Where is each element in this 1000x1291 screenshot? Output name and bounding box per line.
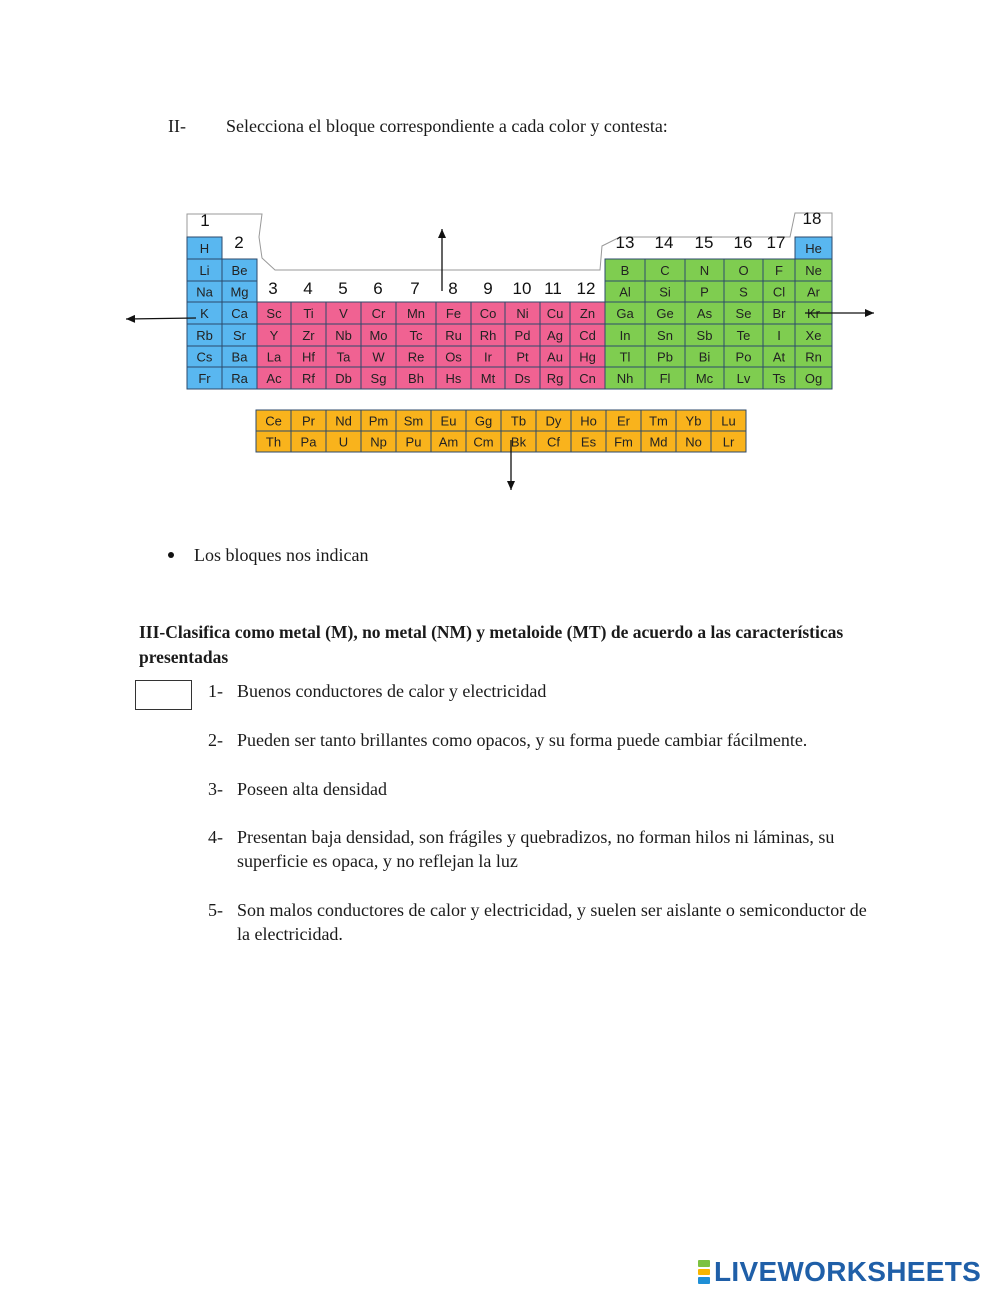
element-symbol: Cs (196, 349, 213, 365)
element-symbol: Ds (514, 371, 531, 386)
element-symbol: Cr (371, 306, 386, 321)
group-label: 18 (802, 209, 822, 228)
group-label: 7 (410, 279, 420, 298)
f-element-symbol: Sm (403, 413, 424, 429)
element-symbol: Se (735, 306, 752, 321)
element-symbol: Rg (546, 371, 564, 386)
f-element-symbol: Eu (440, 413, 457, 429)
element-symbol: Y (269, 328, 279, 343)
f-element-symbol: Th (265, 434, 282, 450)
element-symbol: I (777, 328, 781, 343)
element-symbol: Po (735, 349, 752, 365)
answer-input-box[interactable] (135, 680, 192, 710)
element-symbol: Zn (579, 306, 596, 321)
element-symbol: Ag (547, 328, 563, 343)
element-symbol: Lv (736, 371, 751, 386)
group-label: 4 (303, 279, 313, 298)
f-element-symbol: Tb (510, 413, 527, 429)
f-element-symbol: No (685, 434, 702, 450)
element-symbol: Pb (657, 349, 673, 365)
element-symbol: Cu (546, 306, 564, 321)
element-symbol: Zr (302, 328, 315, 343)
bullet-item (168, 545, 368, 566)
element-symbol: Db (335, 371, 352, 386)
group-label: 6 (373, 279, 383, 298)
element-symbol: La (266, 349, 282, 365)
element-symbol: B (620, 263, 630, 278)
f-element-symbol: Np (370, 434, 387, 450)
element-symbol: Mg (230, 284, 249, 300)
item-number: 2- (208, 730, 223, 750)
f-element-symbol: Pa (300, 434, 317, 450)
bullet-dot (168, 552, 174, 558)
element-symbol: Te (736, 328, 751, 343)
element-symbol: O (738, 263, 749, 278)
element-symbol: Au (547, 349, 563, 365)
group-label: 13 (615, 233, 635, 252)
element-symbol: Ru (445, 328, 462, 343)
element-symbol: Mt (480, 371, 496, 386)
periodic-table (0, 0, 1000, 520)
f-element-symbol: Yb (685, 413, 702, 429)
logo-mark-bar (698, 1269, 710, 1276)
element-symbol: Sb (696, 328, 713, 343)
element-symbol: Al (619, 284, 631, 300)
item-text: Poseen alta densidad (237, 779, 387, 799)
group-label: 16 (733, 233, 753, 252)
element-symbol: Na (196, 284, 213, 300)
element-symbol: Sn (657, 328, 673, 343)
element-symbol: Bh (408, 371, 424, 386)
arrow-left-line (126, 318, 196, 319)
group-label: 1 (200, 211, 210, 230)
f-element-symbol: Pr (302, 413, 315, 429)
element-symbol: P (700, 284, 709, 300)
item-number: 4- (208, 827, 223, 847)
group-label: 10 (512, 279, 532, 298)
f-element-symbol: Am (438, 434, 459, 450)
arrow-right-head (865, 309, 874, 317)
f-element-symbol: Tm (649, 413, 668, 429)
element-symbol: Ts (772, 371, 786, 386)
group-label: 2 (234, 233, 244, 252)
group-label: 5 (338, 279, 348, 298)
element-symbol: Cl (772, 284, 786, 300)
element-symbol: Kr (807, 306, 820, 321)
arrow-left-head (126, 315, 135, 323)
element-symbol: Br (772, 306, 786, 321)
f-element-symbol: Ce (265, 413, 282, 429)
element-symbol: Sg (370, 371, 387, 386)
element-symbol: Cn (579, 371, 596, 386)
group-label: 15 (694, 233, 714, 252)
f-element-symbol: Cm (473, 434, 494, 450)
liveworksheets-logo (698, 1257, 981, 1287)
group-label: 3 (268, 279, 278, 298)
element-symbol: Co (479, 306, 497, 321)
f-element-symbol: Bk (510, 434, 527, 450)
item-text: Pueden ser tanto brillantes como opacos, y su forma puede cambiar fácilmente. (237, 730, 808, 750)
element-symbol: Pd (514, 328, 531, 343)
element-symbol: Tc (409, 328, 423, 343)
bullet-text: Los bloques nos indican (194, 545, 369, 565)
element-symbol: F (775, 263, 783, 278)
f-element-symbol: Lr (722, 434, 735, 450)
f-element-symbol: Md (649, 434, 668, 450)
element-symbol: Ta (336, 349, 351, 365)
element-symbol: Hg (579, 349, 596, 365)
arrow-up-head (438, 229, 446, 238)
element-symbol: Ca (231, 306, 248, 321)
section-instruction: Selecciona el bloque correspondiente a cada color y contesta: (226, 116, 668, 136)
element-symbol: Ra (231, 371, 248, 386)
element-symbol: Ge (656, 306, 674, 321)
element-symbol: Hf (302, 349, 315, 365)
item-text: Son malos conductores de calor y electricidad, y suelen ser aislante o semiconductor de la electricidad. (237, 900, 867, 944)
element-symbol: At (772, 349, 786, 365)
element-symbol: Rh (479, 328, 497, 343)
group-label: 17 (766, 233, 786, 252)
element-symbol: Ac (266, 371, 282, 386)
element-symbol: C (660, 263, 670, 278)
group-label: 12 (576, 279, 596, 298)
element-symbol: Ne (805, 263, 822, 278)
f-element-symbol: Dy (545, 413, 562, 429)
element-symbol: Og (804, 371, 823, 386)
item-number: 5- (208, 900, 223, 920)
group-label: 14 (654, 233, 674, 252)
element-symbol: Rb (196, 328, 213, 343)
element-symbol: Mc (695, 371, 714, 386)
f-element-symbol: Lu (721, 413, 736, 429)
item-text: Presentan baja densidad, son frágiles y quebradizos, no forman hilos ni láminas, su superficie es opaca, y no reflejan la luz (237, 827, 835, 871)
element-symbol: Os (445, 349, 462, 365)
element-symbol: Nh (616, 371, 634, 386)
logo-mark-bar (698, 1260, 710, 1267)
element-symbol: N (699, 263, 710, 278)
group-label: 9 (483, 279, 493, 298)
element-symbol: Be (231, 263, 248, 278)
f-element-symbol: Gg (474, 413, 493, 429)
f-element-symbol: Es (580, 434, 597, 450)
item-number: 3- (208, 779, 223, 799)
f-element-symbol: Pm (368, 413, 389, 429)
f-element-symbol: U (338, 434, 349, 450)
element-symbol: Rn (805, 349, 822, 365)
element-symbol: Ti (303, 306, 314, 321)
arrow-down-head (507, 481, 515, 490)
f-element-symbol: Er (617, 413, 630, 429)
element-symbol: In (619, 328, 631, 343)
element-symbol: Sc (266, 306, 282, 321)
element-symbol: V (339, 306, 348, 321)
element-symbol: He (805, 241, 822, 256)
element-symbol: Tl (619, 349, 631, 365)
element-symbol: K (200, 306, 209, 321)
element-symbol: Rf (302, 371, 315, 386)
element-symbol: Nb (335, 328, 352, 343)
element-symbol: S (739, 284, 748, 300)
element-symbol: Fl (659, 371, 671, 386)
element-symbol: H (199, 241, 210, 256)
element-symbol: Pt (516, 349, 529, 365)
element-symbol: Mo (369, 328, 388, 343)
element-symbol: Hs (445, 371, 462, 386)
item-text: Buenos conductores de calor y electricidad (237, 681, 547, 701)
element-symbol: Xe (805, 328, 822, 343)
element-symbol: Li (199, 263, 210, 278)
element-symbol: Ba (231, 349, 248, 365)
element-symbol: Fr (198, 371, 211, 386)
element-symbol: Sr (233, 328, 246, 343)
f-element-symbol: Ho (580, 413, 597, 429)
element-symbol: Ga (616, 306, 634, 321)
element-symbol: Re (407, 349, 425, 365)
logo-mark-bar (698, 1277, 710, 1284)
element-symbol: Ni (516, 306, 529, 321)
element-symbol: Ir (484, 349, 492, 365)
f-element-symbol: Cf (547, 434, 560, 450)
element-symbol: W (372, 349, 385, 365)
group-label: 8 (448, 279, 458, 298)
element-symbol: Ar (807, 284, 820, 300)
item-number: 1- (208, 681, 223, 701)
logo-text: LIVEWORKSHEETS (714, 1256, 982, 1287)
section-3-title: III-Clasifica como metal (M), no metal (NM) y metaloide (MT) de acuerdo a las características presentadas (139, 622, 844, 667)
f-element-symbol: Fm (614, 434, 633, 450)
element-symbol: Bi (698, 349, 711, 365)
logo-mark-icon (698, 1259, 710, 1285)
element-symbol: Cd (579, 328, 596, 343)
group-label: 11 (544, 279, 562, 298)
element-symbol: Si (659, 284, 671, 300)
element-symbol: As (696, 306, 713, 321)
element-symbol: Fe (445, 306, 462, 321)
f-element-symbol: Nd (335, 413, 352, 429)
f-element-symbol: Pu (405, 434, 422, 450)
element-symbol: Mn (406, 306, 426, 321)
section-number: II- (168, 116, 186, 136)
